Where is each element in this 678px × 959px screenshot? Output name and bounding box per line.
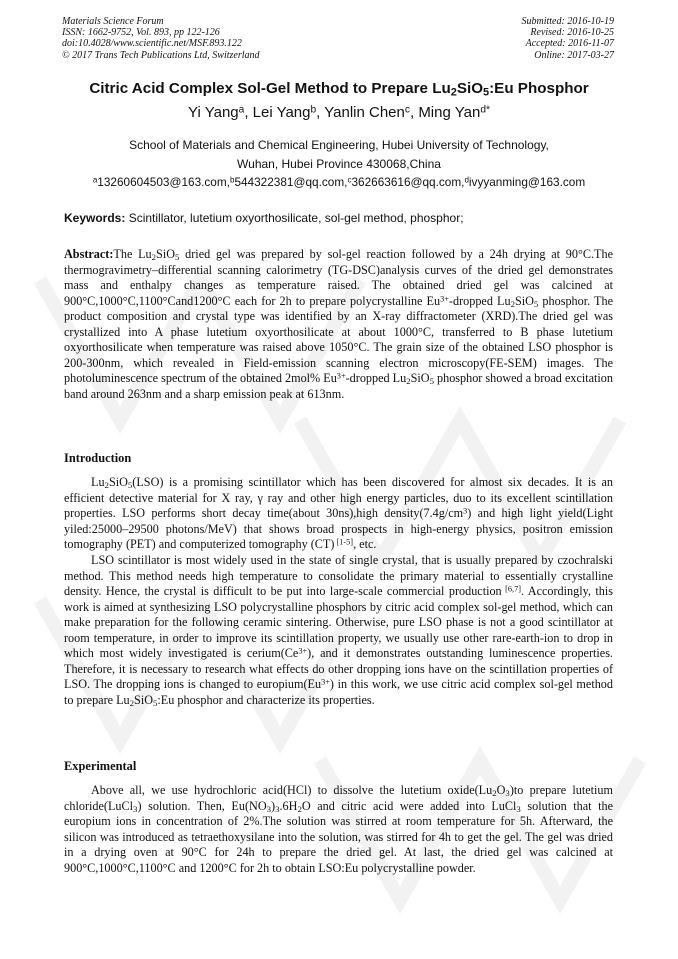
author: Lei Yang$^b$, (252, 104, 325, 121)
revised-date: Revised: 2016-10-25 (530, 27, 614, 39)
email-link[interactable]: 13260604503@163.com, (97, 175, 230, 189)
accepted-date: Accepted: 2016-11-07 (525, 38, 614, 50)
experimental-paragraph: Above all, we use hydrochloric acid(HCl) to dissolve the lutetium $oxide(Lu_2O_3)to$ prepare lutetium chloride(LuCl$_3$) solution. Then, $Eu(NO_3)_3.6H_2O$ and citric acid were added into LuCl$_3$ solution that the europium ions in concentration of 2%.The solution was stirred at room temperature for 5h. Afterward, the silicon was introduced as tetraethoxysilane into the solution, was stirred for 4h to get the gel. The gel was dried in a drying oven at 90°C for 24h to prepare the dried gel. At last, the dried gel was calcined at 900°C,1000°C,1100°C and 1200°C for 2h to obtain LSO:Eu polycrystalline powder. (64, 783, 613, 875)
author-list (0, 104, 678, 121)
section-heading-experimental: Experimental (64, 759, 137, 773)
author: Yi Yang$^a$, (188, 104, 253, 121)
affiliation: School of Materials and Chemical Engineering, Hubei University of Technology, Wuhan, Hubei Province 430068,China (129, 138, 549, 171)
author: Ming Yan$^{d*}$ (418, 104, 490, 121)
abstract: Abstract:The $Lu_2SiO_5$ dried gel was prepared by sol-gel reaction followed by a 24h drying at 90°C.The thermogravimetry–differential scanning calorimetry (TG-DSC)analysis curves of the dried gel demonstrates mass and enthalpy changes as temperature raised. The obtained dried gel was calcined at 900°C,1000°C,1100°Cand1200°C each for 2h to prepare polycrystalline $Eu^{3+}$-dropped $Lu_2SiO_5$ phosphor. The product composition and crystal type was identified by an X-ray diffractometer (XRD).The dried gel was crystallized into A phase lutetium oxyorthosilicate at about 1000°C, transferred to B phase lutetium oxyorthosilicate when temperature was raised above 1050°C. The grain size of the obtained LSO phosphor is 200-300nm, which revealed in Field-emission scanning electron microscopy(FE-SEM) images. The photoluminescence spectrum of the obtained 2mol% $Eu^{3+}$-dropped $Lu_2SiO_5$ phosphor showed a broad excitation band around 263nm and a sharp emission peak at 613nm. (64, 247, 613, 401)
journal-info (62, 16, 260, 61)
intro-paragraph-2: LSO scintillator is most widely used in the state of single crystal, that is usually prepared by czochralski method. This method needs high temperature to consolidate the primary material to essentially crystalline density. Hence, the crystal is difficult to be put into large-scale commercial production [6,7]. Accordingly, this work is aimed at synthesizing LSO polycrystalline phosphors by citric acid complex sol-gel method, which can make preparation for the following ceramic sintering. Otherwise, pure LSO phase is not a good scintillator at room temperature, in order to improve its scintillation property, we usually use other rare-earth-ion to drop in which most widely investigated is $cerium(Ce^{3+})$, and it demonstrates outstanding luminescence properties. Therefore, it is necessary to research what effects do other dropping ions have on the scintillation properties of LSO. The dropping ions is changed to $europium(Eu^{3+})$ in this work, we use citric acid complex sol-gel method to prepare $Lu_2SiO_5:Eu$ phosphor and characterize its properties. (64, 553, 613, 709)
email-list: $^a$13260604503@163.com,$^b$544322381@qq.com,$^c$362663616@qq.com,$^d$ivyyanming@163.com (92, 175, 586, 189)
email-link[interactable]: ivyyanming@163.com (468, 175, 586, 189)
paper-title: Citric Acid Complex Sol-Gel Method to Prepare $Lu_2SiO_5:Eu$ Phosphor (89, 80, 589, 99)
copyright: © 2017 Trans Tech Publications Ltd, Switzerland (62, 49, 260, 61)
abstract-label: Abstract: (64, 247, 114, 261)
journal-name: Materials Science Forum (62, 16, 164, 27)
submitted-date: Submitted: 2016-10-19 (521, 16, 614, 27)
section-heading-introduction: Introduction (64, 451, 132, 465)
doi: doi:10.4028/www.scientific.net/MSF.893.122 (62, 38, 242, 50)
author: Yanlin Chen$^c$, (324, 104, 419, 121)
email-link[interactable]: 362663616@qq.com, (351, 175, 465, 189)
email-link[interactable]: 544322381@qq.com, (234, 175, 348, 189)
keywords: Keywords: Scintillator, lutetium oxyorthosilicate, sol-gel method, phosphor; (64, 211, 464, 225)
dates-info (522, 16, 615, 61)
issn: ISSN: 1662-9752, Vol. 893, pp 122-126 (62, 27, 220, 39)
intro-paragraph-1: $Lu_2SiO_5(LSO)$ is a promising scintillator which has been discovered for almost six decades. It is an efficient detective material for X ray, γ ray and other high energy particles, duo to its excellent scintillation properties. LSO performs short decay time(about 30ns),high $density(7.4g/cm^3)$ and high light yield(Light yiled:25000–29500 photons/MeV) that shows broad prospects in high-energy physics, positron emission tomography (PET) and computerized tomography (CT) [1-5], etc. (64, 475, 613, 552)
online-date: Online: 2017-03-27 (534, 49, 614, 61)
